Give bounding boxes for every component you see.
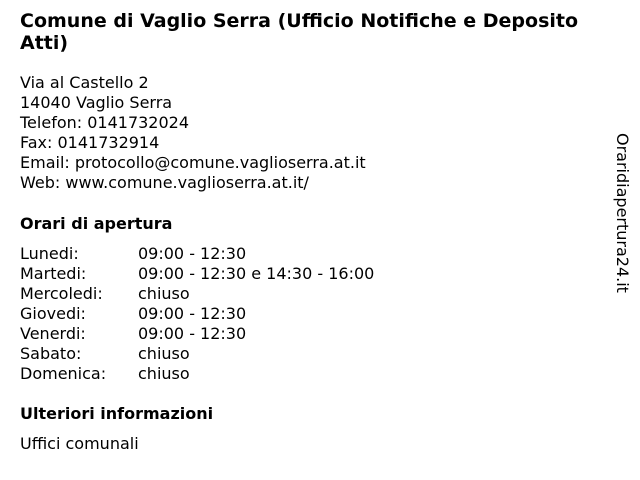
email-address: Email: protocollo@comune.vaglioserra.at.it bbox=[20, 153, 366, 172]
day-label: Mercoledi: bbox=[20, 284, 103, 303]
day-label: Martedi: bbox=[20, 264, 87, 283]
address-street: Via al Castello 2 bbox=[20, 73, 149, 92]
time-value: 09:00 - 12:30 bbox=[138, 324, 247, 343]
fax-number: Fax: 0141732914 bbox=[20, 133, 160, 152]
hours-row-monday bbox=[20, 244, 600, 264]
contact-block bbox=[20, 73, 600, 193]
office-card bbox=[20, 10, 600, 454]
hours-row-thursday bbox=[20, 304, 600, 324]
time-value: chiuso bbox=[138, 364, 190, 383]
time-value: 09:00 - 12:30 e 14:30 - 16:00 bbox=[138, 264, 375, 283]
website-address: Web: www.comune.vaglioserra.at.it/ bbox=[20, 173, 309, 192]
address-city: 14040 Vaglio Serra bbox=[20, 93, 173, 112]
time-value: chiuso bbox=[138, 284, 190, 303]
hours-row-friday bbox=[20, 324, 600, 344]
day-label: Domenica: bbox=[20, 364, 107, 383]
day-label: Lunedi: bbox=[20, 244, 79, 263]
more-info-heading: Ulteriori informazioni bbox=[20, 404, 214, 423]
more-info-text: Uffici comunali bbox=[20, 434, 139, 453]
opening-hours-table bbox=[20, 244, 600, 384]
time-value: 09:00 - 12:30 bbox=[138, 244, 247, 263]
page-title: Comune di Vaglio Serra (Ufficio Notifiche e Deposito Atti) bbox=[20, 10, 579, 54]
time-value: chiuso bbox=[138, 344, 190, 363]
hours-row-wednesday bbox=[20, 284, 600, 304]
day-label: Venerdi: bbox=[20, 324, 86, 343]
phone-number: Telefon: 0141732024 bbox=[20, 113, 190, 132]
time-value: 09:00 - 12:30 bbox=[138, 304, 247, 323]
day-label: Giovedi: bbox=[20, 304, 86, 323]
hours-row-sunday bbox=[20, 364, 600, 384]
site-brand-vertical: Oraridiapertura24.it bbox=[613, 133, 632, 293]
hours-row-saturday bbox=[20, 344, 600, 364]
day-label: Sabato: bbox=[20, 344, 82, 363]
opening-hours-heading: Orari di apertura bbox=[20, 214, 173, 233]
hours-row-tuesday bbox=[20, 264, 600, 284]
